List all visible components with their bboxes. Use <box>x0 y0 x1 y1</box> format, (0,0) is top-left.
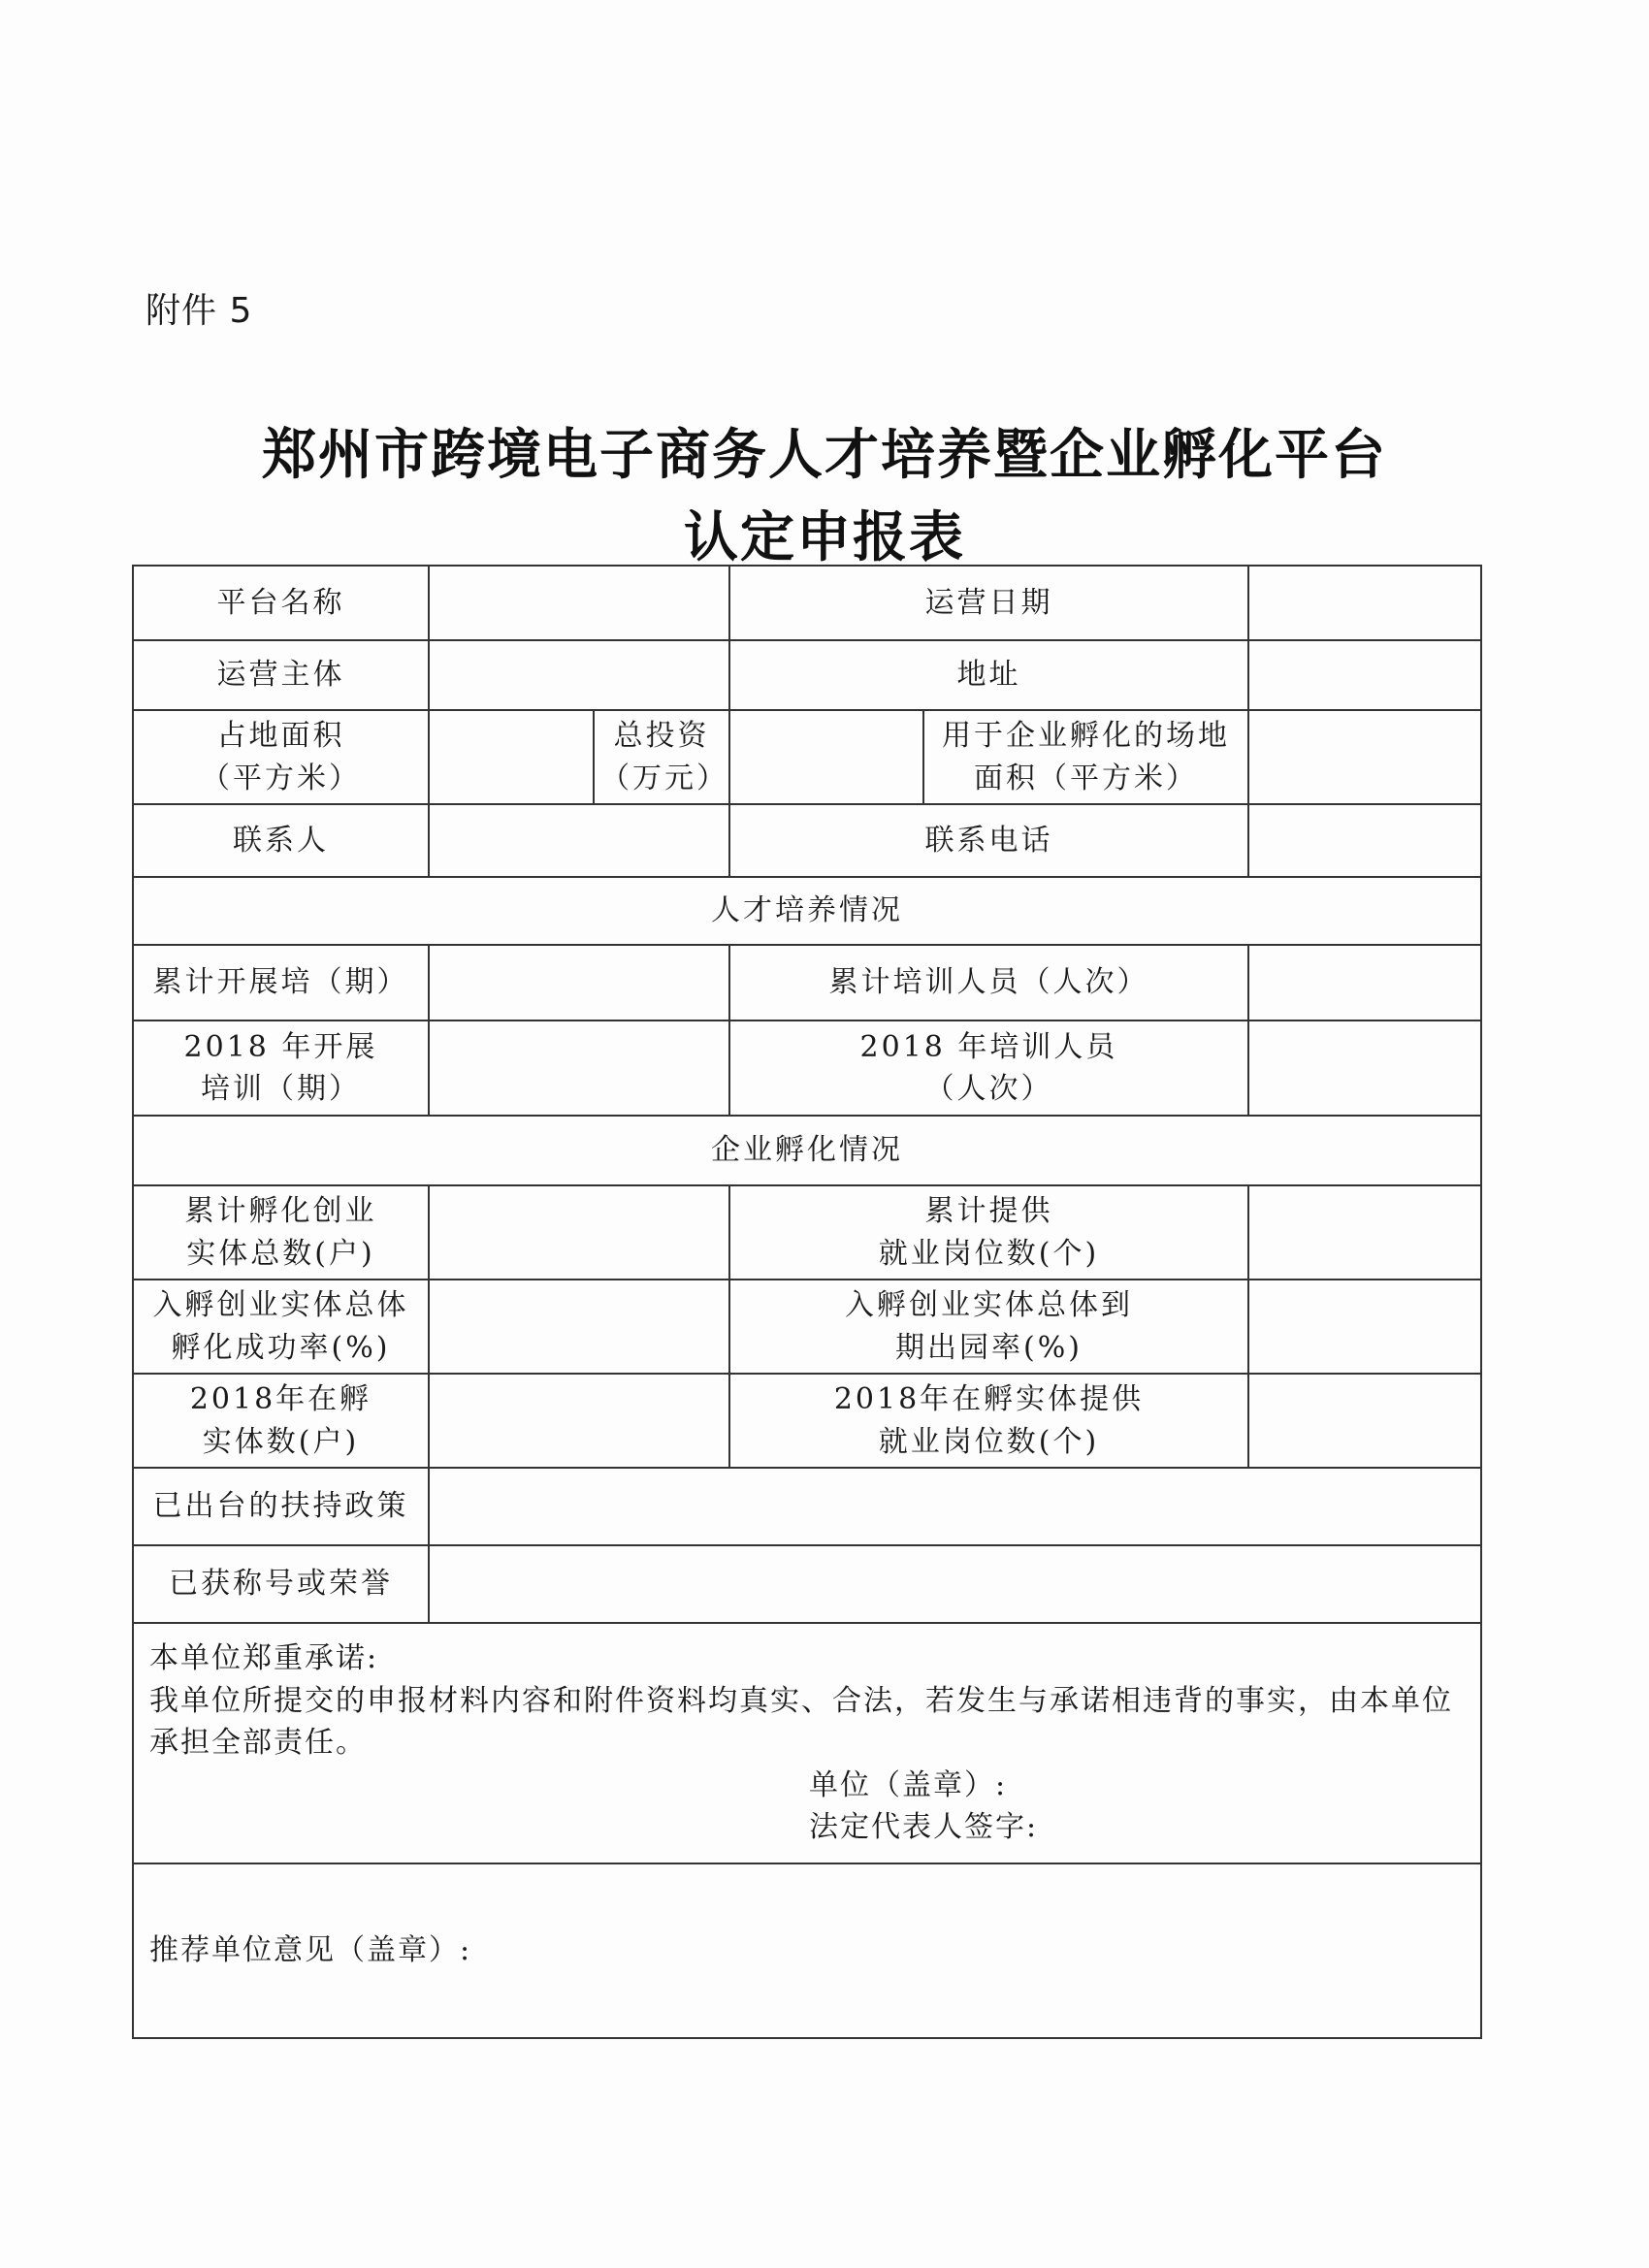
unit-seal-label: 单位（盖章）: <box>809 1767 1008 1802</box>
pledge-text: 我单位所提交的申报材料内容和附件资料均真实、合法，若发生与承诺相违背的事实，由本单位承担全部责任。 <box>149 1683 1453 1760</box>
cumulative-sessions-label: 累计开展培（期） <box>133 945 429 1021</box>
form-row <box>133 710 1481 804</box>
address-field[interactable] <box>1248 640 1481 710</box>
entities-2018-label: 2018年在孵 实体数(户) <box>133 1374 429 1468</box>
policies-field[interactable] <box>429 1468 1481 1545</box>
contact-person-label: 联系人 <box>133 804 429 877</box>
sessions-2018-field[interactable] <box>429 1021 729 1116</box>
section-row <box>133 877 1481 945</box>
section-talent-heading: 人才培养情况 <box>133 877 1481 945</box>
land-area-label: 占地面积 （平方米） <box>133 710 429 804</box>
trainees-2018-field[interactable] <box>1248 1021 1481 1116</box>
platform-name-label: 平台名称 <box>133 566 429 640</box>
section-row <box>133 1116 1481 1185</box>
attachment-label: 附件 5 <box>146 291 253 331</box>
cumulative-jobs-label: 累计提供 就业岗位数(个) <box>729 1185 1248 1280</box>
policies-label: 已出台的扶持政策 <box>133 1468 429 1545</box>
total-investment-label: 总投资 （万元） <box>594 710 729 804</box>
jobs-2018-field[interactable] <box>1248 1374 1481 1468</box>
operation-date-label: 运营日期 <box>729 566 1248 640</box>
document-subtitle: 认定申报表 <box>684 506 965 569</box>
legal-rep-sign-label: 法定代表人签字: <box>809 1810 1039 1844</box>
contact-phone-field[interactable] <box>1248 804 1481 877</box>
total-investment-field[interactable] <box>729 710 923 804</box>
recommend-opinion-label[interactable]: 推荐单位意见（盖章）: <box>133 1863 1481 2038</box>
form-row <box>133 1545 1481 1623</box>
incubation-area-label: 用于企业孵化的场地 面积（平方米） <box>923 710 1248 804</box>
form-row <box>133 640 1481 710</box>
cumulative-jobs-field[interactable] <box>1248 1185 1481 1280</box>
exit-rate-field[interactable] <box>1248 1280 1481 1374</box>
recommend-row <box>133 1863 1481 2038</box>
application-form-table <box>132 565 1482 2039</box>
cumulative-entities-label: 累计孵化创业 实体总数(户) <box>133 1185 429 1280</box>
document-title: 郑州市跨境电子商务人才培养暨企业孵化平台 <box>262 424 1387 487</box>
cumulative-sessions-field[interactable] <box>429 945 729 1021</box>
operator-field[interactable] <box>429 640 729 710</box>
form-row <box>133 1185 1481 1280</box>
form-row <box>133 1374 1481 1468</box>
pledge-block <box>133 1623 1481 1863</box>
pledge-row <box>133 1623 1481 1863</box>
trainees-2018-label: 2018 年培训人员 （人次） <box>729 1021 1248 1116</box>
sessions-2018-label: 2018 年开展 培训（期） <box>133 1021 429 1116</box>
entities-2018-field[interactable] <box>429 1374 729 1468</box>
form-row <box>133 1021 1481 1116</box>
platform-name-field[interactable] <box>429 566 729 640</box>
contact-phone-label: 联系电话 <box>729 804 1248 877</box>
operation-date-field[interactable] <box>1248 566 1481 640</box>
success-rate-label: 入孵创业实体总体 孵化成功率(%) <box>133 1280 429 1374</box>
form-row <box>133 945 1481 1021</box>
form-row <box>133 1468 1481 1545</box>
section-incubation-heading: 企业孵化情况 <box>133 1116 1481 1185</box>
jobs-2018-label: 2018年在孵实体提供 就业岗位数(个) <box>729 1374 1248 1468</box>
address-label: 地址 <box>729 640 1248 710</box>
form-row <box>133 1280 1481 1374</box>
incubation-area-field[interactable] <box>1248 710 1481 804</box>
contact-person-field[interactable] <box>429 804 729 877</box>
cumulative-entities-field[interactable] <box>429 1185 729 1280</box>
cumulative-trainees-field[interactable] <box>1248 945 1481 1021</box>
cumulative-trainees-label: 累计培训人员（人次） <box>729 945 1248 1021</box>
pledge-title: 本单位郑重承诺: <box>149 1641 379 1675</box>
land-area-field[interactable] <box>429 710 594 804</box>
honors-field[interactable] <box>429 1545 1481 1623</box>
exit-rate-label: 入孵创业实体总体到 期出园率(%) <box>729 1280 1248 1374</box>
success-rate-field[interactable] <box>429 1280 729 1374</box>
operator-label: 运营主体 <box>133 640 429 710</box>
honors-label: 已获称号或荣誉 <box>133 1545 429 1623</box>
form-row <box>133 566 1481 640</box>
form-row <box>133 804 1481 877</box>
